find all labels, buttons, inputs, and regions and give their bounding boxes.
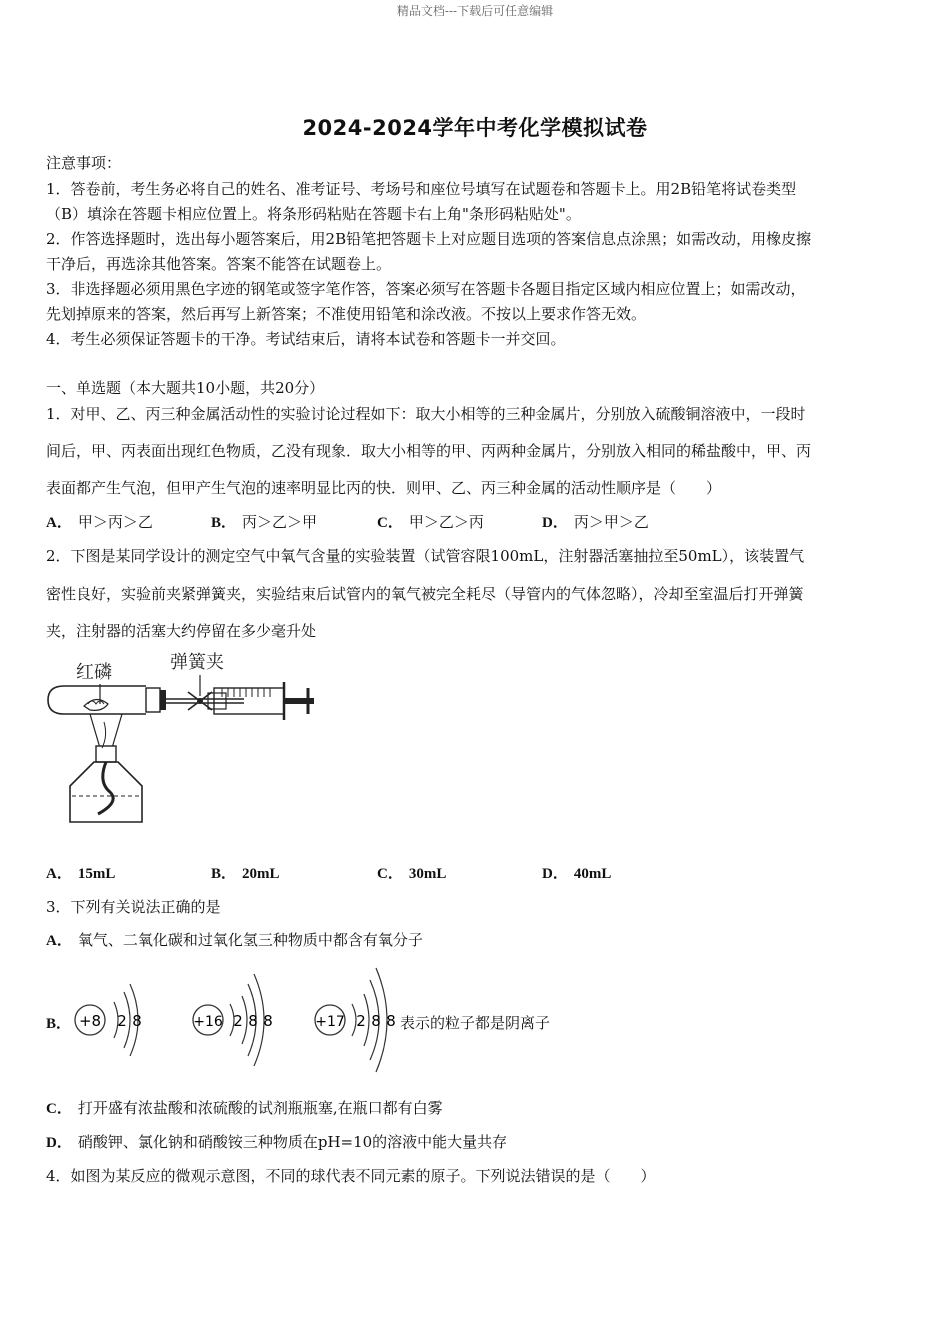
option-label: C． — [377, 866, 403, 882]
shell-electrons: 2 — [356, 1012, 366, 1030]
option-text: 15mL — [77, 866, 116, 882]
page-title: 2024-2024学年中考化学模拟试卷 — [302, 116, 648, 140]
shell-electrons: 8 — [386, 1012, 396, 1030]
option-text: 丙＞甲＞乙 — [573, 513, 649, 531]
q1-option-a — [46, 511, 153, 532]
apparatus-figure — [44, 648, 314, 826]
option-text: 硝酸钾、氯化钠和硝酸铵三种物质在pH=10的溶液中能大量共存 — [77, 1133, 508, 1151]
q2-option-a — [46, 862, 115, 883]
notice-line: 1．答卷前，考生务必将自己的姓名、准考证号、考场号和座位号填写在试题卷和答题卡上。用2B铅笔将试卷类型 — [46, 180, 797, 198]
option-text: 30mL — [408, 866, 447, 882]
nucleus-charge: +17 — [315, 1014, 345, 1030]
option-label: A． — [46, 866, 72, 882]
shell-electrons: 8 — [263, 1012, 273, 1030]
q2-line: 夹，注射器的活塞大约停留在多少毫升处 — [46, 622, 317, 640]
atom-structure-diagrams — [70, 958, 405, 1078]
q1-option-d — [542, 511, 649, 532]
q3-option-c — [46, 1097, 443, 1118]
shell-electrons: 2 — [233, 1012, 243, 1030]
atom-diagram-oxygen — [75, 984, 142, 1056]
q1-option-c — [377, 511, 484, 532]
nucleus-charge: +8 — [78, 1012, 102, 1030]
q1-option-b — [211, 511, 317, 532]
label-red-phosphorus: 红磷 — [76, 662, 112, 683]
atom-diagram-sulfur — [193, 974, 273, 1066]
q3-option-b-text: 表示的粒子都是阴离子 — [400, 1014, 551, 1032]
option-label: D． — [542, 866, 568, 882]
page-header: 精品文档---下载后可任意编辑 — [396, 4, 554, 18]
syringe-barrel — [214, 688, 284, 714]
q3-stem: 3．下列有关说法正确的是 — [46, 898, 221, 916]
nucleus-charge: +16 — [193, 1014, 223, 1030]
shell-electrons: 2 — [117, 1012, 127, 1030]
q3-option-d — [46, 1131, 507, 1152]
q3-option-a — [46, 929, 423, 950]
section-heading: 一、单选题（本大题共10小题，共20分） — [46, 379, 325, 397]
q2-line: 2．下图是某同学设计的测定空气中氧气含量的实验装置（试管容限100mL，注射器活塞抽拉至50mL），该装置气 — [46, 547, 805, 565]
q1-line: 间后，甲、丙表面出现红色物质，乙没有现象．取大小相等的甲、丙两种金属片，分别放入相同的稀盐酸中，甲、丙 — [46, 442, 812, 460]
option-text: 甲＞丙＞乙 — [77, 513, 153, 531]
option-label: D． — [46, 1135, 72, 1151]
q2-option-d — [542, 862, 611, 883]
notice-line: 先划掉原来的答案，然后再写上新答案；不准使用铅笔和涂改液。不按以上要求作答无效。 — [46, 305, 647, 323]
notice-line: （B）填涂在答题卡相应位置上。将条形码粘贴在答题卡右上角"条形码粘贴处"。 — [46, 205, 581, 223]
q4-stem: 4．如图为某反应的微观示意图，不同的球代表不同元素的原子。下列说法错误的是（ ） — [46, 1167, 656, 1185]
notice-line: 2．作答选择题时，选出每小题答案后，用2B铅笔把答题卡上对应题目选项的答案信息点涂黑；如需改动，用橡皮擦 — [46, 230, 812, 248]
shell-electrons: 8 — [248, 1012, 258, 1030]
notice-heading: 注意事项： — [46, 154, 122, 172]
option-label: A． — [46, 515, 72, 531]
shell-electrons: 8 — [371, 1012, 381, 1030]
shell-electrons: 8 — [132, 1012, 142, 1030]
option-label: C． — [46, 1101, 72, 1117]
red-phosphorus — [84, 699, 108, 710]
option-text: 40mL — [573, 866, 612, 882]
q2-option-c — [377, 862, 446, 883]
q2-line: 密性良好，实验前夹紧弹簧夹，实验结束后试管内的氧气被完全耗尽（导管内的气体忽略），冷却至室温后打开弹簧 — [46, 585, 804, 603]
option-text: 甲＞乙＞丙 — [408, 513, 484, 531]
notice-line: 干净后，再选涂其他答案。答案不能答在试题卷上。 — [46, 255, 392, 273]
option-label: D． — [542, 515, 568, 531]
option-text: 氧气、二氧化碳和过氧化氢三种物质中都含有氧分子 — [77, 931, 423, 949]
option-text: 丙＞乙＞甲 — [242, 513, 318, 531]
notice-line: 3．非选择题必须用黑色字迹的钢笔或签字笔作答，答案必须写在答题卡各题目指定区域内相应位置上；如需改动， — [46, 280, 806, 298]
alcohol-lamp — [70, 762, 142, 822]
option-text: 20mL — [242, 866, 280, 882]
q1-line: 表面都产生气泡，但甲产生气泡的速率明显比丙的快．则甲、乙、丙三种金属的活动性顺序是（ ） — [46, 479, 722, 497]
option-label: A． — [46, 933, 72, 949]
atom-diagram-chlorine — [315, 968, 396, 1072]
notice-line: 4．考生必须保证答题卡的干净。考试结束后，请将本试卷和答题卡一并交回。 — [46, 330, 566, 348]
q1-line: 1．对甲、乙、丙三种金属活动性的实验讨论过程如下：取大小相等的三种金属片，分别放入硫酸铜溶液中，一段时 — [46, 405, 806, 423]
label-spring-clamp: 弹簧夹 — [170, 652, 224, 673]
option-label: B． — [211, 866, 237, 882]
option-label: C． — [377, 515, 403, 531]
q3-option-b-label: B． — [46, 1016, 72, 1032]
option-text: 打开盛有浓盐酸和浓硫酸的试剂瓶瓶塞,在瓶口都有白雾 — [77, 1099, 443, 1117]
option-label: B． — [211, 515, 237, 531]
q2-option-b — [211, 862, 280, 883]
